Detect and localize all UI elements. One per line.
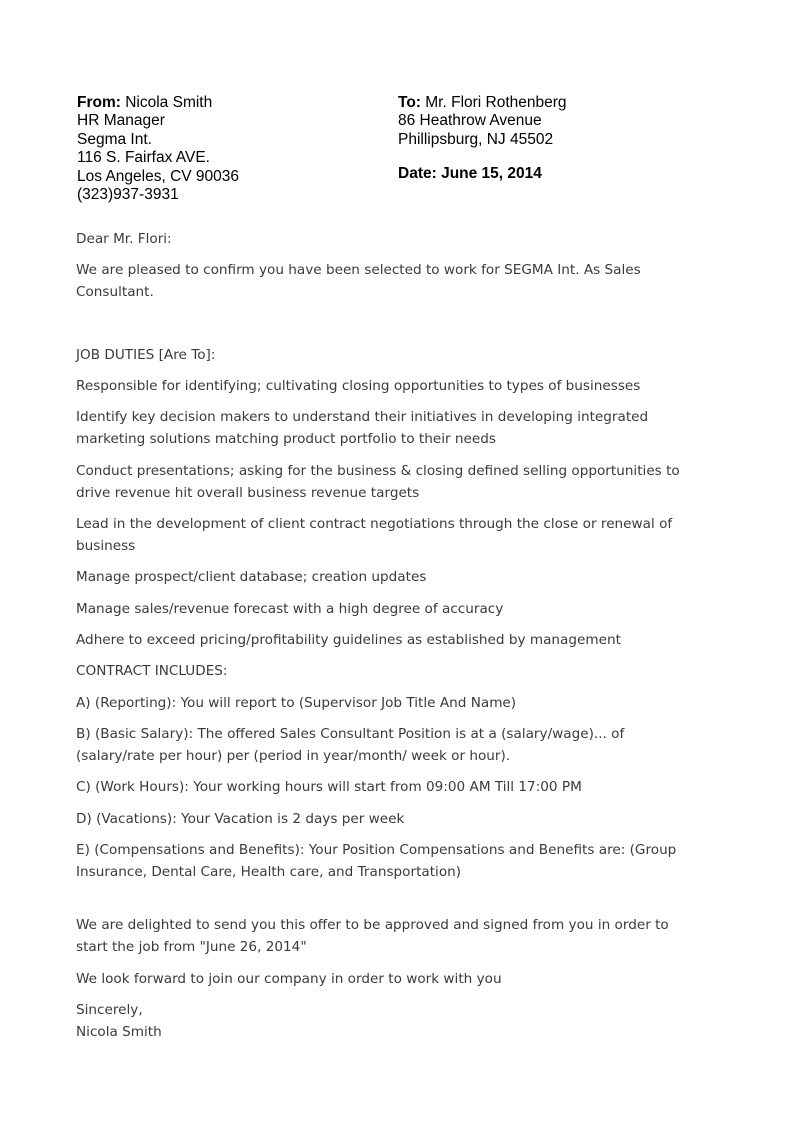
recipient-name-line — [398, 94, 567, 112]
sender-company: Segma Int. — [77, 130, 152, 148]
contract-item-benefits — [76, 839, 716, 883]
recipient-street: 86 Heathrow Avenue — [398, 112, 542, 130]
contract-heading: CONTRACT INCLUDES: — [76, 663, 228, 679]
contract-item-work-hours: C) (Work Hours): Your working hours will start from 09:00 AM Till 17:00 PM — [76, 779, 582, 795]
date-value: June 15, 2014 — [441, 165, 542, 182]
duty-line: business — [76, 538, 136, 554]
duty-item: Adhere to exceed pricing/profitability guidelines as established by management — [76, 632, 621, 648]
duty-item: Manage prospect/client database; creation updates — [76, 569, 427, 585]
duty-item: Manage sales/revenue forecast with a high degree of accuracy — [76, 601, 504, 617]
recipient-name: Mr. Flori Rothenberg — [425, 94, 567, 111]
signoff: Sincerely, — [76, 1002, 143, 1018]
contract-item-vacations: D) (Vacations): Your Vacation is 2 days per week — [76, 811, 405, 827]
duty-line: Conduct presentations; asking for the business & closing defined selling opportunities to — [76, 463, 680, 479]
contract-line: E) (Compensations and Benefits): Your Position Compensations and Benefits are: (Group — [76, 842, 677, 858]
duty-line: marketing solutions matching product portfolio to their needs — [76, 431, 496, 447]
sender-street: 116 S. Fairfax AVE. — [77, 149, 210, 167]
duty-line: Identify key decision makers to understand their initiatives in developing integrated — [76, 409, 649, 425]
salutation: Dear Mr. Flori: — [76, 231, 172, 247]
duty-line: drive revenue hit overall business revenue targets — [76, 485, 420, 501]
closing-line-3: We look forward to join our company in order to work with you — [76, 971, 502, 987]
contract-item-reporting: A) (Reporting): You will report to (Supervisor Job Title And Name) — [76, 695, 517, 711]
closing-line-1: We are delighted to send you this offer to be approved and signed from you in order to — [76, 917, 669, 933]
duty-item — [76, 513, 716, 557]
signature-block — [76, 999, 716, 1043]
sender-title: HR Manager — [77, 112, 165, 130]
duty-item — [76, 406, 716, 450]
job-duties-heading: JOB DUTIES [Are To]: — [76, 347, 216, 363]
from-label: From: — [77, 94, 121, 111]
intro-line-1: We are pleased to confirm you have been selected to work for SEGMA Int. As Sales — [76, 262, 641, 278]
closing-line-2: start the job from "June 26, 2014" — [76, 939, 307, 955]
sender-city: Los Angeles, CV 90036 — [77, 167, 240, 185]
sender-name-line — [77, 94, 239, 112]
intro-line-2: Consultant. — [76, 284, 154, 300]
recipient-city: Phillipsburg, NJ 45502 — [398, 130, 554, 148]
contract-item-salary — [76, 723, 716, 767]
to-label: To: — [398, 94, 421, 111]
closing-paragraph — [76, 914, 716, 958]
intro-paragraph — [76, 259, 716, 303]
duty-item: Responsible for identifying; cultivating closing opportunities to types of businesses — [76, 378, 641, 394]
contract-line: Insurance, Dental Care, Health care, and Transportation) — [76, 864, 462, 880]
recipient-address-block — [398, 94, 567, 149]
duty-item — [76, 460, 716, 504]
sender-address-block — [77, 94, 239, 204]
contract-line: (salary/rate per hour) per (period in year/month/ week or hour). — [76, 748, 511, 764]
sender-name: Nicola Smith — [125, 94, 213, 111]
sender-phone: (323)937-3931 — [77, 186, 179, 204]
letter-date — [398, 165, 542, 183]
signature-name: Nicola Smith — [76, 1024, 162, 1040]
date-label: Date: — [398, 165, 437, 182]
duty-line: Lead in the development of client contract negotiations through the close or renewal of — [76, 516, 673, 532]
contract-line: B) (Basic Salary): The offered Sales Consultant Position is at a (salary/wage)... of — [76, 726, 625, 742]
